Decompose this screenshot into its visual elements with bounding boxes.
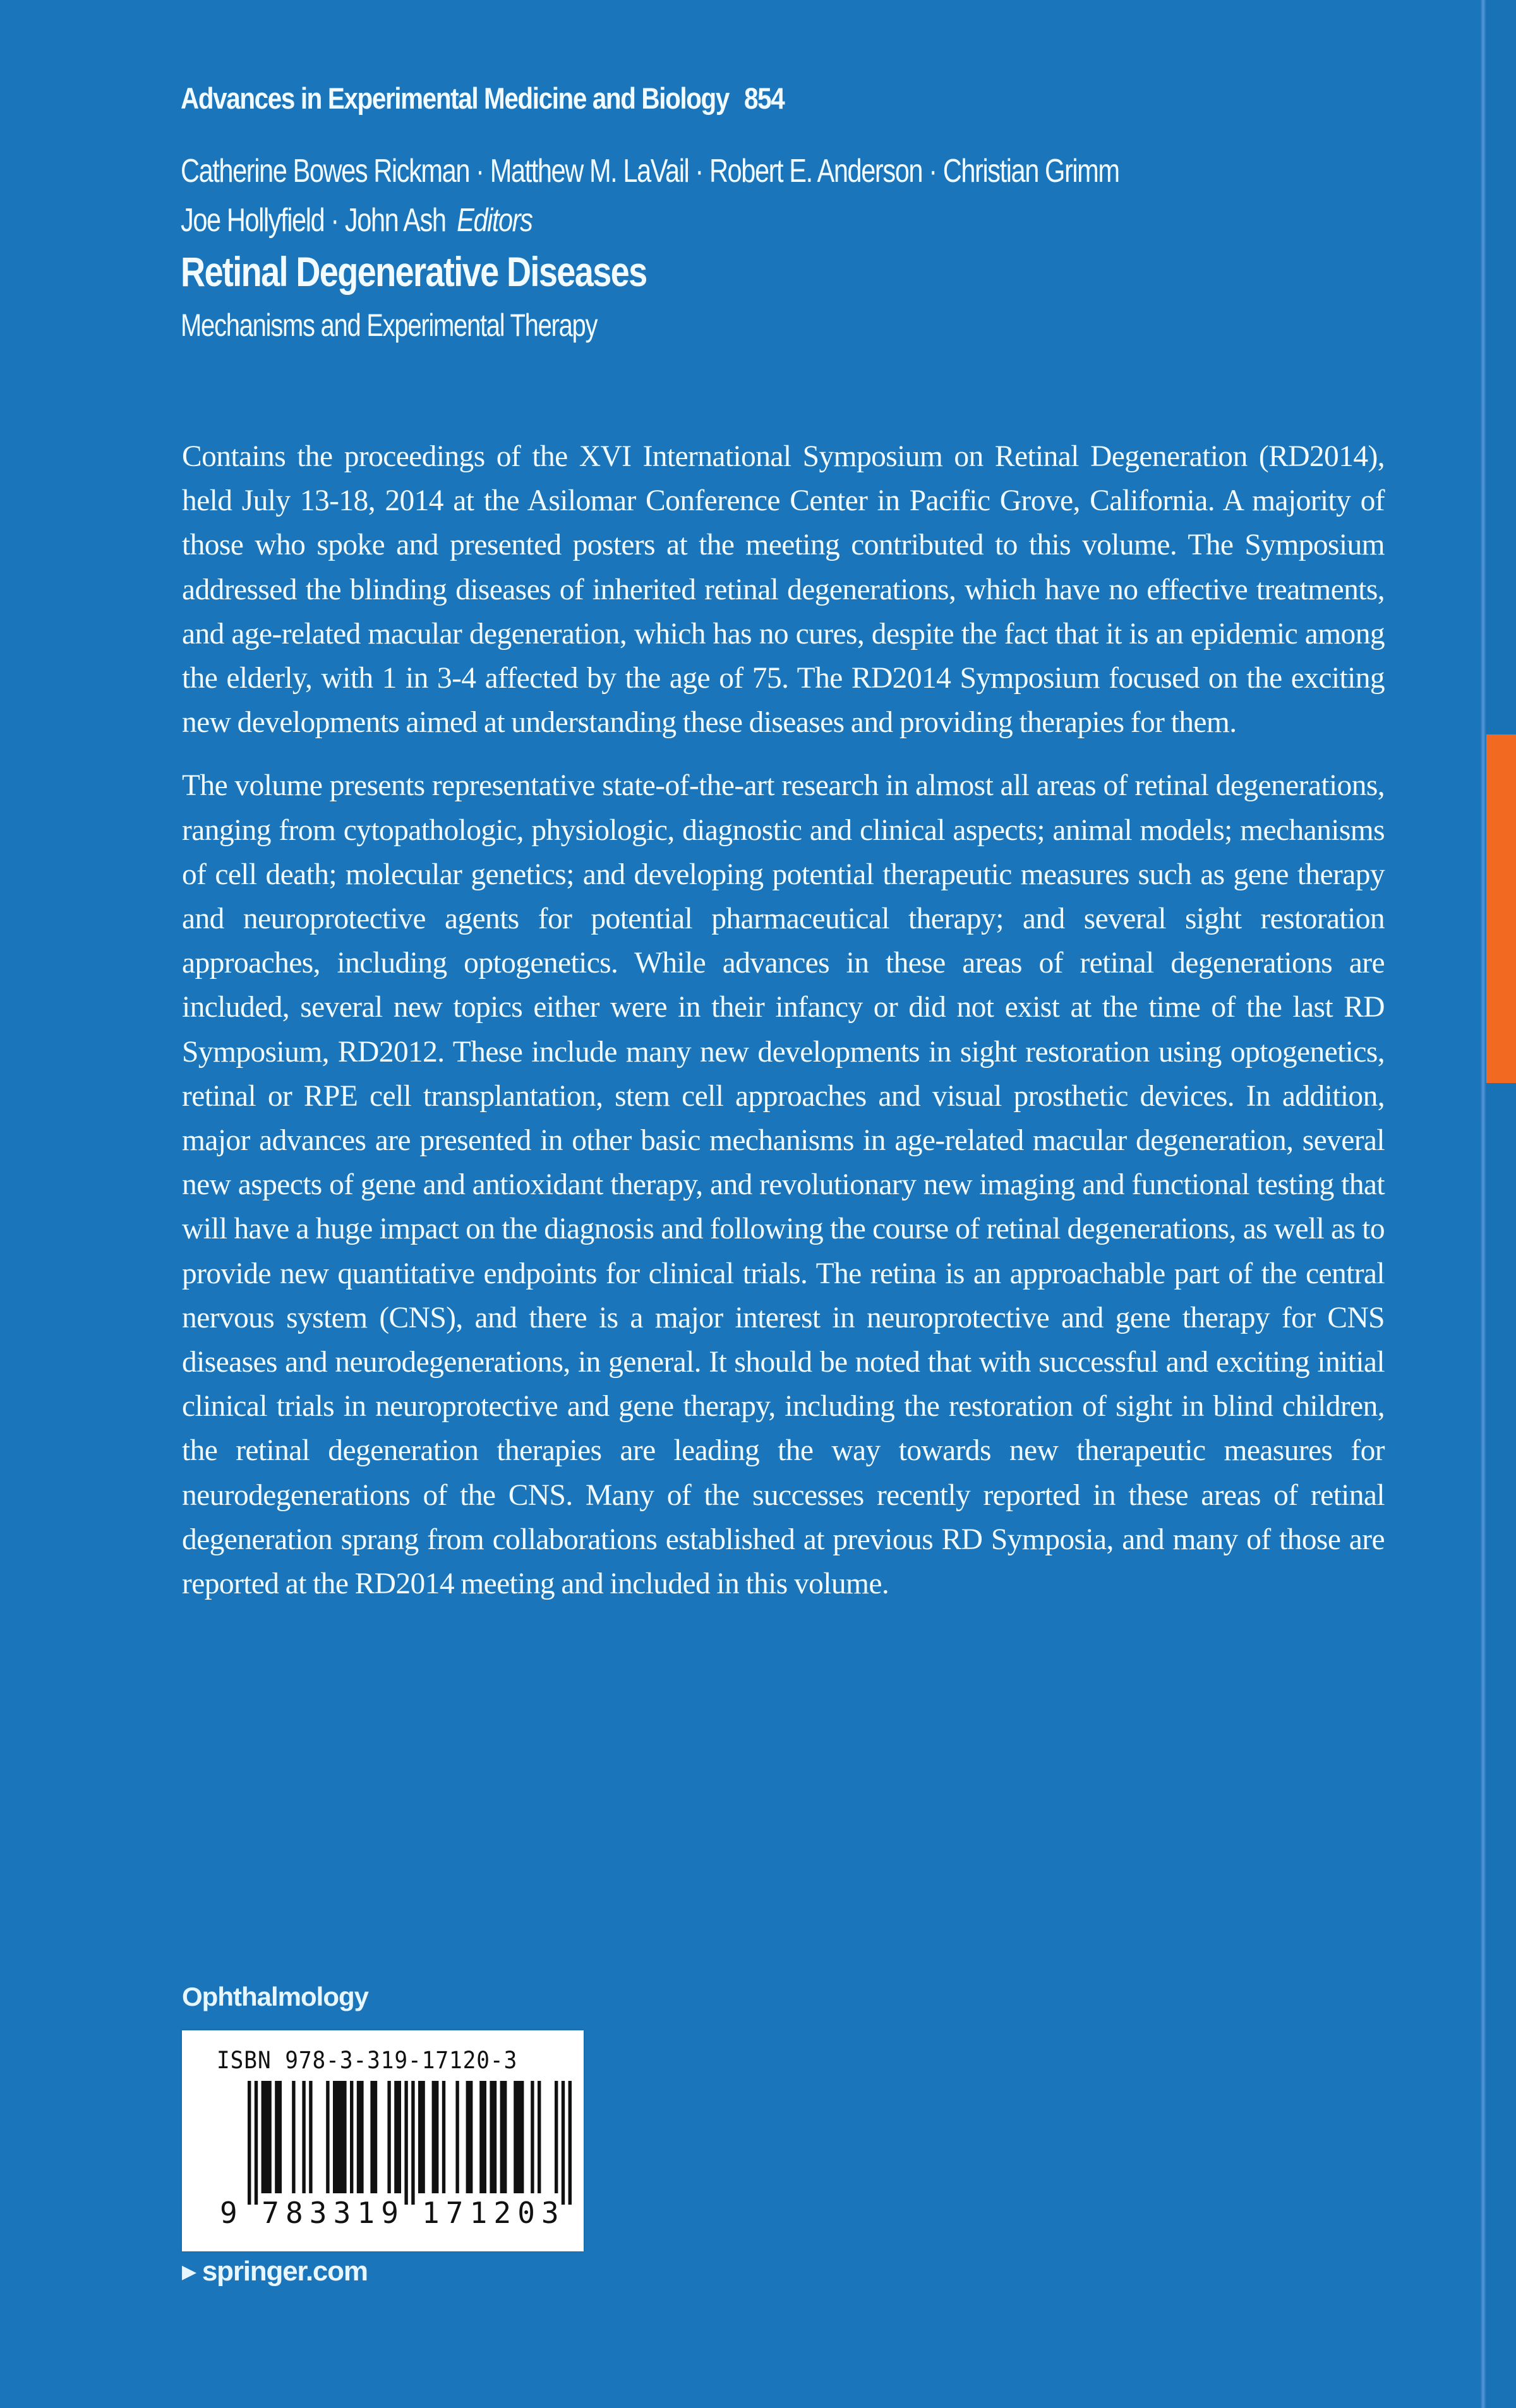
editors-names: Joe Hollyfield · John Ash: [181, 202, 446, 239]
publisher-link[interactable]: [182, 2256, 368, 2287]
barcode-bar: [442, 2081, 445, 2193]
barcode-bar: [292, 2081, 295, 2193]
barcode-bar: [432, 2081, 439, 2193]
barcode-digit: 1: [357, 2196, 375, 2230]
blurb-paragraph: The volume presents representative state-of-the-art research in almost all areas of retinal degenerations, ranging from cytopathologic, physiologic, diagnostic and clinical aspects; animal models; mechanisms of cell death; molecular genetics; and developing potential therapeutic measures such as gene therapy and neuroprotective agents for potential pharmaceutical therapy; and several sight restoration approaches, including optogenetics. While advances in these areas of retinal degenerations are included, several new topics either were in their infancy or did not exist at the time of the last RD Symposium, RD2012. These include many new developments in sight restoration using optogenetics, retinal or RPE cell transplantation, stem cell approaches and visual prosthetic devices. In addition, major advances are presented in other basic mechanisms in age-related macular degeneration, several new aspects of gene and antioxidant therapy, and revolutionary new imaging and functional testing that will have a huge impact on the diagnosis and following the course of retinal degenerations, as well as to provide new quantitative endpoints for clinical trials. The retina is an approachable part of the central nervous system (CNS), and there is a major interest in neuroprotective and gene therapy for CNS diseases and neurodegenerations, in general. It should be noted that with successful and exciting initial clinical trials in neuroprotective and gene therapy, including the restoration of sight in blind children, the retinal degeneration therapies are leading the way towards new therapeutic measures for neurodegenerations of the CNS. Many of the successes recently reported in these areas of retinal degeneration sprang from collaborations established at previous RD Symposia, and many of those are reported at the RD2014 meeting and included in this volume.: [182, 769, 1385, 1601]
barcode-bar: [562, 2081, 565, 2205]
barcode-bar: [333, 2081, 347, 2193]
barcode-bar: [411, 2081, 414, 2205]
editors-role: Editors: [457, 202, 532, 239]
barcode-bar: [555, 2081, 558, 2193]
series-volume: 854: [744, 81, 785, 115]
barcode-digit: 0: [517, 2196, 535, 2230]
barcode-digit: 3: [333, 2196, 351, 2230]
barcode-digit: 9: [381, 2196, 399, 2230]
barcode-bar: [309, 2081, 312, 2193]
barcode-bar: [479, 2081, 486, 2193]
barcode-bar: [514, 2081, 524, 2193]
accent-tab: [1486, 734, 1516, 1083]
barcode-bar: [350, 2081, 353, 2193]
series-name: Advances in Experimental Medicine and Biology: [181, 81, 729, 115]
barcode-bar: [531, 2081, 534, 2193]
barcode-bar: [418, 2081, 425, 2193]
barcode-bar: [262, 2081, 272, 2193]
blurb-paragraph: Contains the proceedings of the XVI International Symposium on Retinal Degeneration (RD2014), held July 13-18, 2014 at the Asilomar Conference Center in Pacific Grove, California. A majority of those who spoke and presented posters at the meeting contributed to this volume. The Symposium addressed the blinding diseases of inherited retinal degenerations, which have no effective treatments, and age-related macular degeneration, which has no cures, despite the fact that it is an epidemic among the elderly, with 1 in 3-4 affected by the age of 75. The RD2014 Symposium focused on the exciting new developments aimed at understanding these diseases and providing therapies for them.: [182, 440, 1385, 740]
barcode-bar: [490, 2081, 496, 2193]
barcode-digit: 2: [493, 2196, 512, 2230]
barcode-digit: 1: [422, 2196, 440, 2230]
isbn-barcode-box: [182, 2030, 584, 2251]
spine-fold-line: [1480, 0, 1486, 2408]
barcode-digit: 3: [541, 2196, 559, 2230]
publisher-link-label[interactable]: springer.com: [202, 2256, 368, 2287]
barcode-bar: [466, 2081, 473, 2193]
spine-strip: [1486, 0, 1516, 2408]
subject-category: Ophthalmology: [182, 1982, 368, 2011]
barcode-digit: 9: [220, 2196, 238, 2230]
blurb: [182, 434, 1385, 1625]
book-title: Retinal Degenerative Diseases: [181, 248, 647, 295]
barcode-bar: [302, 2081, 305, 2193]
barcode-bar: [394, 2081, 401, 2193]
isbn-label: ISBN 978-3-319-17120-3: [217, 2047, 518, 2074]
barcode-digit: 8: [286, 2196, 303, 2230]
barcode-digit: 3: [309, 2196, 327, 2230]
barcode-digit: 1: [469, 2196, 488, 2230]
barcode-bar: [568, 2081, 572, 2205]
barcode-digit: 7: [445, 2196, 464, 2230]
barcode-bar: [248, 2081, 251, 2205]
barcode-bar: [538, 2081, 541, 2193]
barcode-bar: [500, 2081, 507, 2193]
book-subtitle: Mechanisms and Experimental Therapy: [181, 308, 598, 343]
barcode-bar: [404, 2081, 407, 2205]
barcode-bar: [455, 2081, 459, 2193]
barcode-digits: [182, 2196, 584, 2234]
editors-line-2: [181, 196, 1119, 245]
barcode-bar: [255, 2081, 258, 2205]
barcode-bar: [370, 2081, 377, 2193]
barcode-bar: [326, 2081, 329, 2193]
editors-block: [181, 147, 1119, 245]
barcode-bar: [387, 2081, 390, 2193]
editors-line-1: Catherine Bowes Rickman · Matthew M. LaVail · Robert E. Anderson · Christian Grimm: [181, 153, 1119, 189]
series-heading: [181, 81, 784, 116]
play-arrow-icon: ▶: [182, 2261, 196, 2282]
barcode-bar: [275, 2081, 282, 2193]
barcode-digit: 7: [262, 2196, 279, 2230]
barcode-bar: [357, 2081, 364, 2193]
